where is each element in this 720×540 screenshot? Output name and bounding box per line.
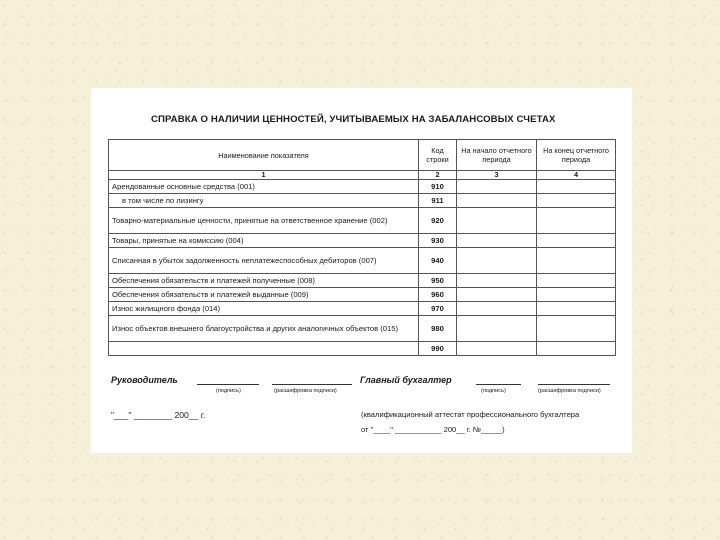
row-code: 960	[419, 288, 457, 302]
row-end-value	[537, 274, 616, 288]
row-start-value	[457, 302, 537, 316]
head-signature-caption: (подпись)	[216, 388, 241, 394]
row-name: Износ объектов внешнего благоустройства и других аналогичных объектов (015)	[109, 316, 419, 342]
off-balance-table	[108, 139, 616, 356]
row-name: в том числе по лизингу	[109, 194, 419, 208]
row-start-value	[457, 208, 537, 234]
row-start-value	[457, 342, 537, 356]
table-row	[109, 274, 616, 288]
row-code: 990	[419, 342, 457, 356]
col-number-2: 2	[419, 171, 457, 180]
accountant-decode-caption: (расшифровка подписи)	[538, 388, 601, 394]
table-row	[109, 248, 616, 274]
row-start-value	[457, 288, 537, 302]
row-end-value	[537, 208, 616, 234]
row-end-value	[537, 288, 616, 302]
row-code: 930	[419, 234, 457, 248]
col-number-3: 3	[457, 171, 537, 180]
row-code: 940	[419, 248, 457, 274]
table-row	[109, 302, 616, 316]
form-title: СПРАВКА О НАЛИЧИИ ЦЕННОСТЕЙ, УЧИТЫВАЕМЫХ НА ЗАБАЛАНСОВЫХ СЧЕТАХ	[151, 114, 556, 125]
row-end-value	[537, 194, 616, 208]
table-row	[109, 208, 616, 234]
head-decode-line[interactable]	[272, 384, 352, 385]
row-name: Арендованные основные средства (001)	[109, 180, 419, 194]
row-end-value	[537, 342, 616, 356]
accountant-decode-line[interactable]	[538, 384, 610, 385]
row-code: 920	[419, 208, 457, 234]
table-row	[109, 316, 616, 342]
row-name	[109, 342, 419, 356]
certificate-line-2[interactable]: от "____" ___________ 200__ г. №_____)	[361, 425, 505, 434]
row-code: 911	[419, 194, 457, 208]
row-start-value	[457, 180, 537, 194]
row-end-value	[537, 180, 616, 194]
row-code: 910	[419, 180, 457, 194]
header-start: На начало отчетного периода	[457, 140, 537, 171]
col-number-1: 1	[109, 171, 419, 180]
header-code: Код строки	[419, 140, 457, 171]
header-end: На конец отчетного периода	[537, 140, 616, 171]
row-name: Обеспечения обязательств и платежей выданные (009)	[109, 288, 419, 302]
chief-accountant-label: Главный бухгалтер	[360, 375, 452, 385]
date-line[interactable]: "___" ________ 200__ г.	[111, 410, 206, 420]
row-start-value	[457, 316, 537, 342]
table-row	[109, 234, 616, 248]
table-row	[109, 180, 616, 194]
table-row	[109, 342, 616, 356]
row-code: 950	[419, 274, 457, 288]
row-code: 980	[419, 316, 457, 342]
row-code: 970	[419, 302, 457, 316]
col-number-4: 4	[537, 171, 616, 180]
row-end-value	[537, 234, 616, 248]
accountant-signature-line[interactable]	[476, 384, 521, 385]
row-end-value	[537, 302, 616, 316]
row-name: Обеспечения обязательств и платежей полученные (008)	[109, 274, 419, 288]
table-row	[109, 288, 616, 302]
header-row	[109, 140, 616, 171]
header-name: Наименование показателя	[109, 140, 419, 171]
table-row	[109, 194, 616, 208]
accountant-signature-caption: (подпись)	[481, 388, 506, 394]
row-name: Товарно-материальные ценности, принятые на ответственное хранение (002)	[109, 208, 419, 234]
row-start-value	[457, 248, 537, 274]
row-name: Списанная в убыток задолженность неплатежеспособных дебиторов (007)	[109, 248, 419, 274]
row-start-value	[457, 194, 537, 208]
head-decode-caption: (расшифровка подписи)	[274, 388, 337, 394]
row-name: Товары, принятые на комиссию (004)	[109, 234, 419, 248]
head-signature-line[interactable]	[197, 384, 259, 385]
column-number-row	[109, 171, 616, 180]
certificate-line-1: (квалификационный аттестат профессионального бухгалтера	[361, 410, 580, 419]
head-label: Руководитель	[111, 375, 178, 385]
row-end-value	[537, 316, 616, 342]
row-start-value	[457, 234, 537, 248]
row-end-value	[537, 248, 616, 274]
row-start-value	[457, 274, 537, 288]
row-name: Износ жилищного фонда (014)	[109, 302, 419, 316]
form-sheet	[91, 88, 632, 453]
